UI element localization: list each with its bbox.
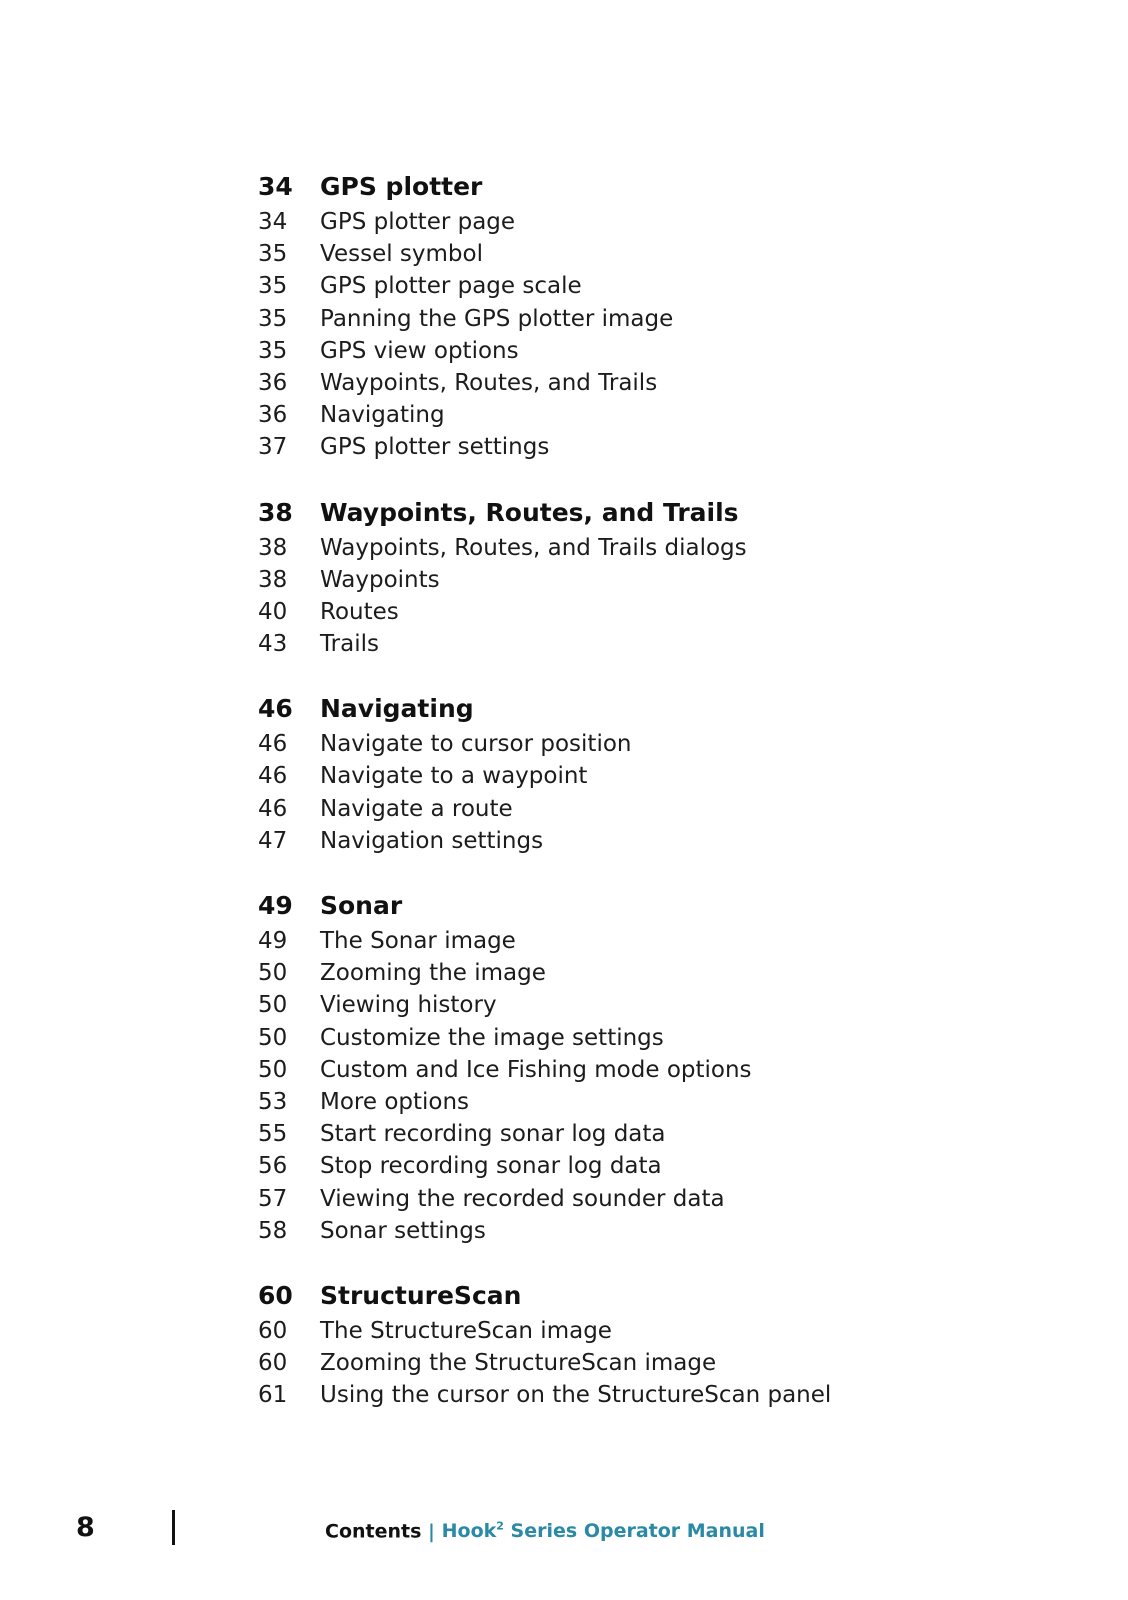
toc-entry-title: Using the cursor on the StructureScan panel bbox=[320, 1382, 832, 1409]
toc-entry-title: GPS plotter page bbox=[320, 209, 516, 235]
toc-heading-page: 38 bbox=[258, 497, 293, 527]
toc-entry[interactable] bbox=[258, 1153, 1058, 1185]
toc-entry-page: 50 bbox=[258, 1056, 288, 1083]
toc-entry-page: 36 bbox=[258, 369, 288, 396]
toc-entry[interactable] bbox=[258, 338, 1058, 370]
toc-entry-page: 37 bbox=[258, 434, 288, 461]
toc-entry-page: 38 bbox=[258, 534, 288, 561]
toc-entry-title: Navigate a route bbox=[320, 795, 513, 822]
toc-section bbox=[258, 172, 1058, 467]
toc-section-heading[interactable] bbox=[258, 172, 1058, 209]
toc-entry[interactable] bbox=[258, 273, 1058, 305]
toc-entry-title: Waypoints, Routes, and Trails dialogs bbox=[320, 534, 747, 561]
toc-entry-title: GPS plotter page scale bbox=[320, 273, 582, 300]
toc-heading-page: 34 bbox=[258, 172, 293, 201]
footer-manual-prefix: Hook bbox=[441, 1520, 497, 1543]
toc-entry-title: Stop recording sonar log data bbox=[320, 1153, 662, 1180]
toc-entry[interactable] bbox=[258, 370, 1058, 402]
toc-entry[interactable] bbox=[258, 1350, 1058, 1382]
toc-entry[interactable] bbox=[258, 306, 1058, 338]
toc-entry[interactable] bbox=[258, 1121, 1058, 1153]
toc-entry[interactable] bbox=[258, 599, 1058, 631]
toc-entry-title: The Sonar image bbox=[320, 928, 516, 954]
toc-entry-title: More options bbox=[320, 1088, 470, 1115]
toc-entry[interactable] bbox=[258, 1382, 1058, 1414]
toc-entry[interactable] bbox=[258, 1318, 1058, 1350]
toc-entry[interactable] bbox=[258, 535, 1058, 567]
toc-entry-page: 50 bbox=[258, 992, 288, 1019]
toc-heading-title: Navigating bbox=[320, 694, 474, 724]
toc-entry[interactable] bbox=[258, 828, 1058, 860]
table-of-contents bbox=[258, 172, 1058, 1445]
toc-entry[interactable] bbox=[258, 1089, 1058, 1121]
toc-section bbox=[258, 694, 1058, 860]
toc-entry-title: Vessel symbol bbox=[320, 241, 483, 268]
toc-entry-title: Trails bbox=[320, 631, 379, 658]
toc-entry[interactable] bbox=[258, 241, 1058, 273]
toc-entry-title: Zooming the image bbox=[320, 960, 546, 987]
toc-entry-page: 55 bbox=[258, 1121, 288, 1148]
toc-entry-page: 46 bbox=[258, 731, 288, 758]
toc-heading-page: 46 bbox=[258, 694, 293, 724]
toc-entry-page: 35 bbox=[258, 273, 288, 300]
toc-heading-title: Waypoints, Routes, and Trails bbox=[320, 497, 739, 527]
toc-entry-title: Sonar settings bbox=[320, 1217, 486, 1244]
toc-entry[interactable] bbox=[258, 763, 1058, 795]
toc-entry-title: Waypoints bbox=[320, 566, 440, 593]
toc-entry-page: 47 bbox=[258, 827, 288, 854]
footer-separator: | bbox=[428, 1520, 435, 1543]
footer-manual-superscript: 2 bbox=[496, 1520, 504, 1533]
toc-entry-page: 43 bbox=[258, 631, 288, 658]
toc-section bbox=[258, 498, 1058, 664]
toc-heading-page: 60 bbox=[258, 1280, 293, 1310]
toc-entry-title: Customize the image settings bbox=[320, 1024, 664, 1051]
toc-entry-title: Routes bbox=[320, 598, 399, 625]
toc-entry-title: Waypoints, Routes, and Trails bbox=[320, 369, 658, 396]
toc-entry-page: 58 bbox=[258, 1217, 288, 1244]
footer-manual-name bbox=[442, 1520, 765, 1542]
toc-entry-page: 53 bbox=[258, 1088, 288, 1115]
toc-entry-page: 50 bbox=[258, 1024, 288, 1051]
toc-entry[interactable] bbox=[258, 1025, 1058, 1057]
toc-heading-page: 49 bbox=[258, 891, 293, 920]
toc-entry[interactable] bbox=[258, 1057, 1058, 1089]
toc-entry[interactable] bbox=[258, 434, 1058, 466]
toc-entry-page: 60 bbox=[258, 1350, 288, 1377]
toc-entry-page: 50 bbox=[258, 960, 288, 987]
toc-section-heading[interactable] bbox=[258, 1281, 1058, 1318]
toc-entry-page: 46 bbox=[258, 795, 288, 822]
toc-section bbox=[258, 891, 1058, 1250]
toc-entry-title: Start recording sonar log data bbox=[320, 1121, 666, 1148]
toc-section-heading[interactable] bbox=[258, 498, 1058, 535]
toc-entry-title: Navigate to a waypoint bbox=[320, 763, 588, 790]
toc-entry-page: 56 bbox=[258, 1153, 288, 1180]
footer-contents-label: Contents bbox=[325, 1520, 422, 1543]
toc-entry-title: GPS view options bbox=[320, 337, 519, 364]
toc-section-heading[interactable] bbox=[258, 694, 1058, 731]
toc-entry-title: Navigate to cursor position bbox=[320, 731, 632, 758]
toc-entry-title: Viewing history bbox=[320, 992, 497, 1019]
toc-entry-page: 40 bbox=[258, 598, 288, 625]
toc-section bbox=[258, 1281, 1058, 1415]
toc-entry[interactable] bbox=[258, 1218, 1058, 1250]
toc-entry[interactable] bbox=[258, 928, 1058, 960]
toc-entry-title: Panning the GPS plotter image bbox=[320, 305, 674, 332]
toc-entry[interactable] bbox=[258, 731, 1058, 763]
footer-page-number: 8 bbox=[76, 1512, 95, 1543]
toc-entry-page: 57 bbox=[258, 1185, 288, 1212]
toc-entry-page: 34 bbox=[258, 209, 288, 235]
toc-entry[interactable] bbox=[258, 631, 1058, 663]
toc-entry[interactable] bbox=[258, 960, 1058, 992]
toc-section-heading[interactable] bbox=[258, 891, 1058, 928]
toc-entry[interactable] bbox=[258, 796, 1058, 828]
toc-heading-title: GPS plotter bbox=[320, 172, 483, 201]
toc-entry-page: 46 bbox=[258, 763, 288, 790]
toc-entry-title: Navigation settings bbox=[320, 827, 544, 854]
toc-entry-page: 35 bbox=[258, 305, 288, 332]
toc-entry-page: 60 bbox=[258, 1317, 288, 1344]
toc-entry-page: 38 bbox=[258, 566, 288, 593]
footer-title bbox=[325, 1520, 765, 1542]
toc-entry-page: 35 bbox=[258, 337, 288, 364]
toc-entry-title: Custom and Ice Fishing mode options bbox=[320, 1056, 752, 1083]
toc-heading-title: Sonar bbox=[320, 891, 403, 920]
toc-entry[interactable] bbox=[258, 402, 1058, 434]
toc-entry-page: 35 bbox=[258, 241, 288, 268]
toc-entry-title: The StructureScan image bbox=[320, 1317, 612, 1344]
toc-entry-page: 61 bbox=[258, 1382, 288, 1409]
toc-entry-title: Viewing the recorded sounder data bbox=[320, 1185, 725, 1212]
toc-heading-title: StructureScan bbox=[320, 1280, 522, 1310]
toc-entry-title: GPS plotter settings bbox=[320, 434, 550, 461]
toc-entry-page: 49 bbox=[258, 928, 288, 954]
footer-manual-suffix: Series Operator Manual bbox=[503, 1520, 765, 1543]
toc-entry-page: 36 bbox=[258, 402, 288, 429]
toc-entry[interactable] bbox=[258, 567, 1058, 599]
toc-entry-title: Zooming the StructureScan image bbox=[320, 1350, 717, 1377]
toc-entry[interactable] bbox=[258, 1186, 1058, 1218]
toc-entry[interactable] bbox=[258, 992, 1058, 1024]
footer-divider bbox=[172, 1510, 175, 1545]
toc-entry-title: Navigating bbox=[320, 402, 445, 429]
toc-entry[interactable] bbox=[258, 209, 1058, 241]
